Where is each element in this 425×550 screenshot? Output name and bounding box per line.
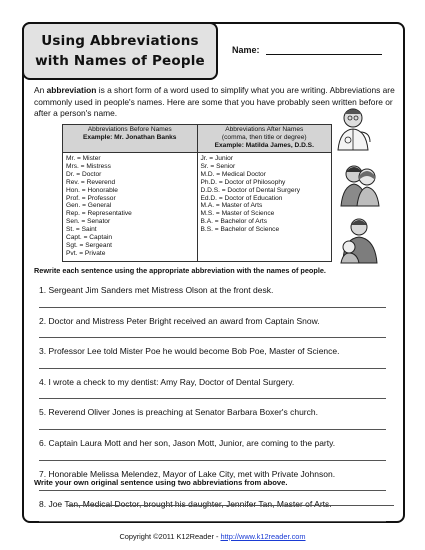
sentence-item — [34, 491, 386, 522]
sentence-text: 8. Joe Tan, Medical Doctor, brought his daughter, Jennifer Tan, Master of Arts. — [39, 499, 332, 510]
after-item: M.D. = Medical Doctor — [200, 170, 266, 178]
after-item: B.A. = Bachelor of Arts — [200, 218, 268, 226]
sentence-item — [34, 277, 386, 308]
after-header: Abbreviations After Names — [225, 126, 304, 133]
intro-rest: is a short form of a word used to simplify what you are writing. Abbreviations are commonly used in people's names. Here are some that you have probably seen written before or after a person's name. — [34, 85, 395, 118]
sentence-item — [34, 338, 386, 369]
sentence-text: 1. Sergeant Jim Sanders met Mistress Olson at the front desk. — [39, 285, 274, 295]
name-label: Name: — [232, 45, 260, 55]
sentence-text: 4. I wrote a check to my dentist: Amy Ray, Doctor of Dental Surgery. — [39, 376, 295, 387]
before-item: Capt. = Captain — [66, 234, 113, 242]
before-item: Mrs. = Mistress — [66, 162, 111, 170]
name-field — [232, 44, 382, 55]
before-list — [63, 153, 198, 261]
after-item: M.A. = Master of Arts — [200, 202, 263, 210]
after-item: B.S. = Bachelor of Science — [200, 226, 280, 234]
after-item: Ph.D. = Doctor of Philosophy — [200, 178, 286, 186]
before-item: Mr. = Mister — [66, 155, 101, 162]
after-example: Example: Matilda James, D.D.S. — [214, 142, 314, 149]
before-item: Pvt. = Private — [66, 249, 106, 257]
before-item: St. = Saint — [66, 226, 97, 234]
doctor-illustration — [330, 102, 376, 152]
sentence-text: 5. Reverend Oliver Jones is preaching at Senator Barbara Boxer's church. — [39, 407, 318, 418]
after-item: D.D.S. = Doctor of Dental Surgery — [200, 186, 300, 194]
after-header-cell — [198, 125, 332, 152]
before-item: Hon. = Honorable — [66, 186, 118, 194]
after-item: Sr. = Senior — [200, 162, 236, 170]
before-item: Rep. = Representative — [66, 210, 132, 218]
sentence-text: 2. Doctor and Mistress Peter Bright received an award from Captain Snow. — [39, 315, 320, 326]
own-sentence-instructions: Write your own original sentence using two abbreviations from above. — [34, 478, 288, 487]
footer — [0, 532, 425, 541]
intro-term: abbreviation — [46, 85, 97, 95]
after-note: (comma, then title or degree) — [221, 134, 307, 141]
title-box — [22, 22, 218, 80]
title-line-1: Using Abbreviations — [41, 33, 199, 49]
sentence-item — [34, 308, 386, 339]
sentence-item — [34, 399, 386, 430]
before-example: Example: Mr. Jonathan Banks — [83, 134, 177, 141]
sentence-text: 7. Honorable Melissa Melendez, Mayor of Lake City, met with Private Johnson. — [39, 468, 336, 479]
rewrite-instructions: Rewrite each sentence using the appropriate abbreviation with the names of people. — [34, 266, 326, 275]
answer-line[interactable] — [39, 521, 386, 522]
couple-illustration — [337, 160, 383, 208]
sentence-item — [34, 369, 386, 400]
before-header: Abbreviations Before Names — [87, 126, 172, 133]
after-item: Jr. = Junior — [200, 155, 233, 162]
family-illustration — [335, 215, 385, 265]
website-link[interactable]: http://www.k12reader.com — [220, 532, 306, 541]
before-item: Rev. = Reverend — [66, 178, 116, 186]
own-sentence-line[interactable] — [68, 505, 394, 506]
sentence-text: 6. Captain Laura Mott and her son, Jason Mott, Junior, are coming to the party. — [39, 437, 336, 448]
intro-prefix: An — [34, 85, 47, 95]
before-item: Prof. = Professor — [66, 194, 116, 202]
before-item: Dr. = Doctor — [66, 170, 102, 178]
name-line[interactable] — [266, 44, 382, 55]
before-header-cell — [63, 125, 198, 152]
before-item: Sgt. = Sergeant — [66, 241, 113, 249]
sentence-text: 3. Professor Lee told Mister Poe he would become Bob Poe, Master of Science. — [39, 346, 340, 357]
before-item: Gen. = General — [66, 202, 112, 210]
copyright-text: Copyright ©2011 K12Reader - — [119, 532, 221, 541]
title-line-2: with Names of People — [35, 53, 205, 69]
after-item: M.S. = Master of Science — [200, 210, 275, 218]
before-item: Sen. = Senator — [66, 218, 111, 226]
after-list — [198, 153, 332, 261]
after-item: Ed.D. = Doctor of Education — [200, 194, 283, 202]
sentence-item — [34, 430, 386, 461]
abbreviation-table — [62, 124, 332, 262]
